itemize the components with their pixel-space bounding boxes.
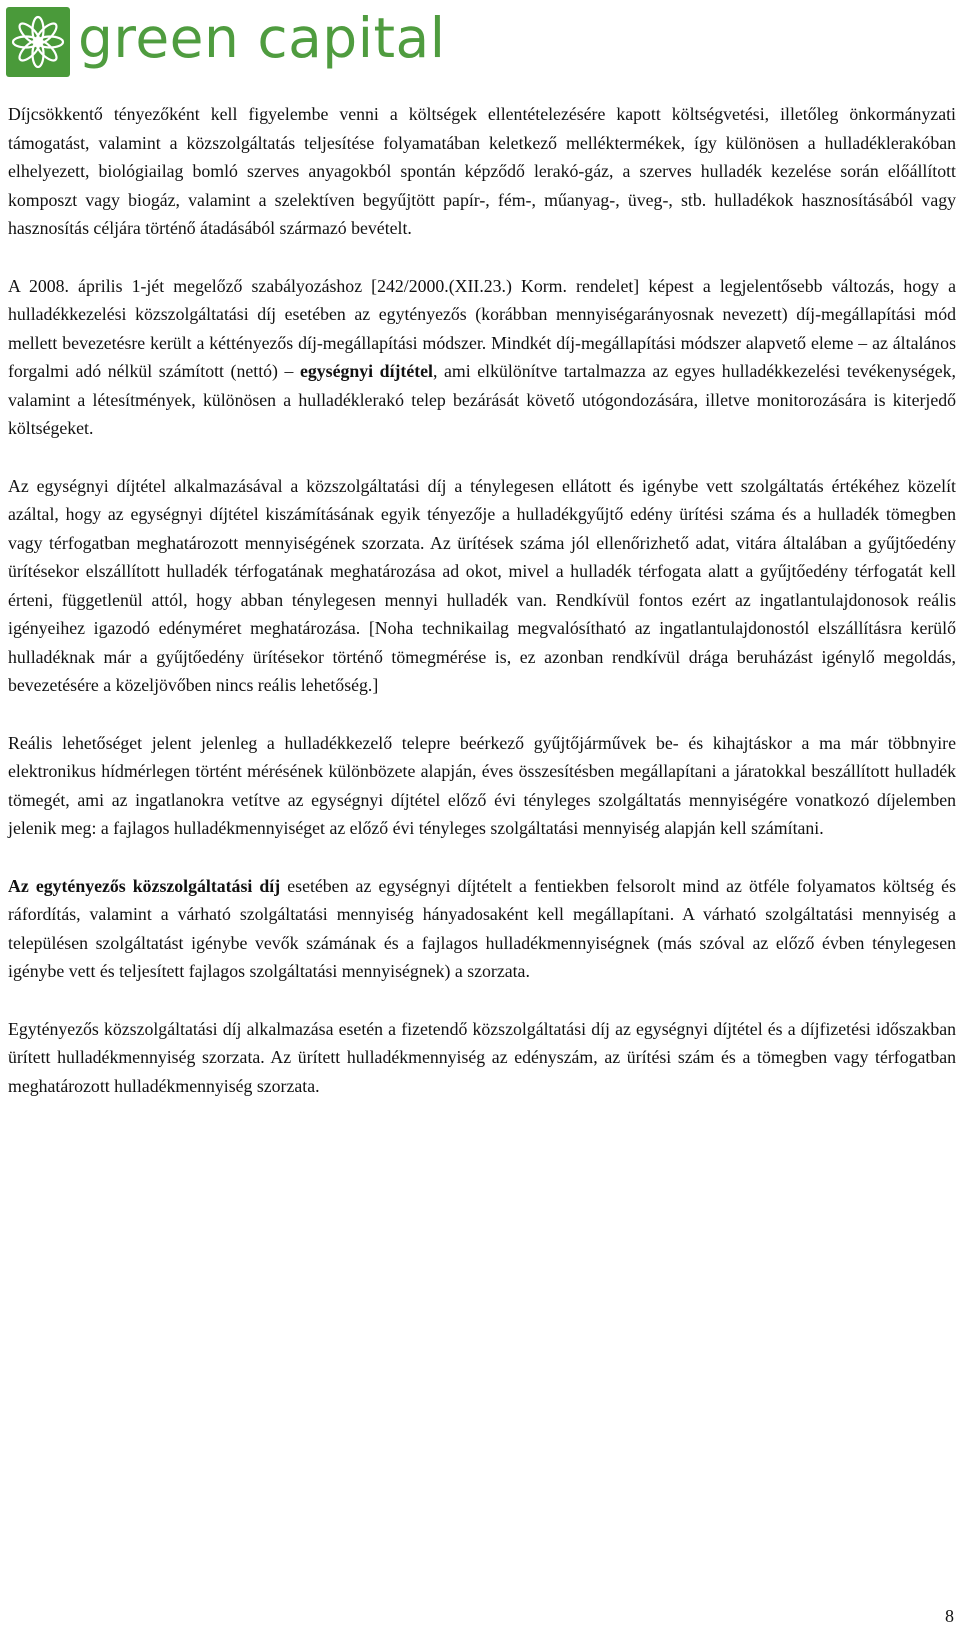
paragraph (8, 872, 956, 986)
bold-term: egységnyi díjtétel (300, 361, 433, 381)
paragraph-text: A 2008. április 1-jét megelőző szabályozáshoz [242/2000.(XII.23.) Korm. rendelet] képest a legjelentősebb változás, hogy a hulladékkezelési közszolgáltatási díj esetében az egytényezős (korábban mennyiségarányosnak nevezett) díj-megállapítási mód mellett bevezetésre került a kéttényezős díj-megállapítási módszer. Mindkét díj-megállapítási módszer alapvető eleme – az általános forgalmi adó nélkül számított (nettó) – (8, 275, 956, 381)
document-body (8, 100, 956, 1100)
paragraph-text: Díjcsökkentő tényezőként kell figyelembe venni a költségek ellentételezésére kapott költségvetési, illetőleg önkormányzati támogatást, valamint a közszolgáltatás teljesítése folyamatában keletkező melléktermékek, így különösen a hulladéklerakóban elhelyezett, biológiailag bomló szerves anyagokból spontán képződő lerakó-gáz, a szerves hulladék kezelése során előállított komposzt vagy biogáz, valamint a szelektíven begyűjtött papír-, fém-, műanyag-, üveg-, stb. hulladékok hasznosításából vagy hasznosítás céljára történő átadásából származó bevételt. (8, 104, 956, 238)
logo-wordmark: green capital (78, 5, 446, 70)
paragraph-text: Egytényezős közszolgáltatási díj alkalmazása esetén a fizetendő közszolgáltatási díj az egységnyi díjtétel és a díjfizetési időszakban ürített hulladékmennyiség szorzata. Az ürített hulladékmennyiség az edényszám, az ürítési szám és a tömegben vagy térfogatban meghatározott hulladékmennyiség szorzata. (8, 1018, 956, 1096)
paragraph (8, 1015, 956, 1101)
paragraph-text: esetében az egységnyi díjtételt a fentiekben felsorolt mind az ötféle folyamatos költség és ráfordítás, valamint a várható szolgáltatási mennyiség hányadosaként kell megállapítani. A várható szolgáltatási mennyiség a településen szolgáltatást igénybe vevők számának és a fajlagos hulladékmennyiségnek (más szóval az előző évben ténylegesen igénybe vett és teljesített fajlagos szolgáltatási mennyiségnek) a szorzata. (8, 875, 956, 981)
paragraph (8, 729, 956, 843)
bold-term: Az egytényezős közszolgáltatási díj (8, 875, 281, 896)
paragraph-text: , ami elkülönítve tartalmazza az egyes hulladékkezelési tevékenységek, valamint a létesítmények, különösen a hulladéklerakó telep bezárását követő utógondozására, illetve monitorozására is kiterjedő költségeket. (8, 361, 956, 438)
paragraph (8, 100, 956, 243)
green-star-flower-icon (6, 7, 70, 77)
logo-emblem (10, 11, 66, 73)
paragraph (8, 472, 956, 700)
paragraph-text: Az egységnyi díjtétel alkalmazásával a közszolgáltatási díj a ténylegesen ellátott és igénybe vett szolgáltatás értékéhez közelít azáltal, hogy az egységnyi díjtétel kiszámításának egyik tényezője a hulladékgyűjtő edény ürítési száma és a hulladék tömegben vagy térfogatban meghatározott mennyiségének szorzata. Az ürítések száma jól ellenőrizhető adat, vitára általában a gyűjtőedény ürítésekor elszállított hulladék térfogatának meghatározása ad okot, mivel a hulladék térfogata alatt a gyűjtőedény térfogatát kell érteni, függetlenül attól, hogy abban ténylegesen mennyi hulladék van. Rendkívül fontos ezért az ingatlantulajdonosok reális igényeihez igazodó edényméret meghatározása. [Noha technikailag megvalósítható az ingatlantulajdonostól elszállításra kerülő hulladéknak már a gyűjtőedény ürítésekor történő tömegmérése is, ez azonban rendkívül drága beruházást igénylő megoldás, bevezetésére a közeljövőben nincs reális lehetőség.] (8, 475, 956, 695)
paragraph-text: Reális lehetőséget jelent jelenleg a hulladékkezelő telepre beérkező gyűjtőjárművek be- és kihajtáskor a ma már többnyire elektronikus hídmérlegen történt mérésének különbözete alapján, éves összesítésben megállapítani a járatokkal beszállított hulladék tömegét, ami az ingatlanokra vetítve az egységnyi díjtétel előző évi tényleges szolgáltatás mennyiségére vonatkozó díjelemben jelenik meg: a fajlagos hulladékmennyiséget az előző évi tényleges szolgáltatási mennyiség alapján kell számítani. (8, 732, 956, 838)
paragraph (8, 272, 956, 443)
page-header (6, 4, 446, 80)
page-number: 8 (945, 1606, 954, 1626)
